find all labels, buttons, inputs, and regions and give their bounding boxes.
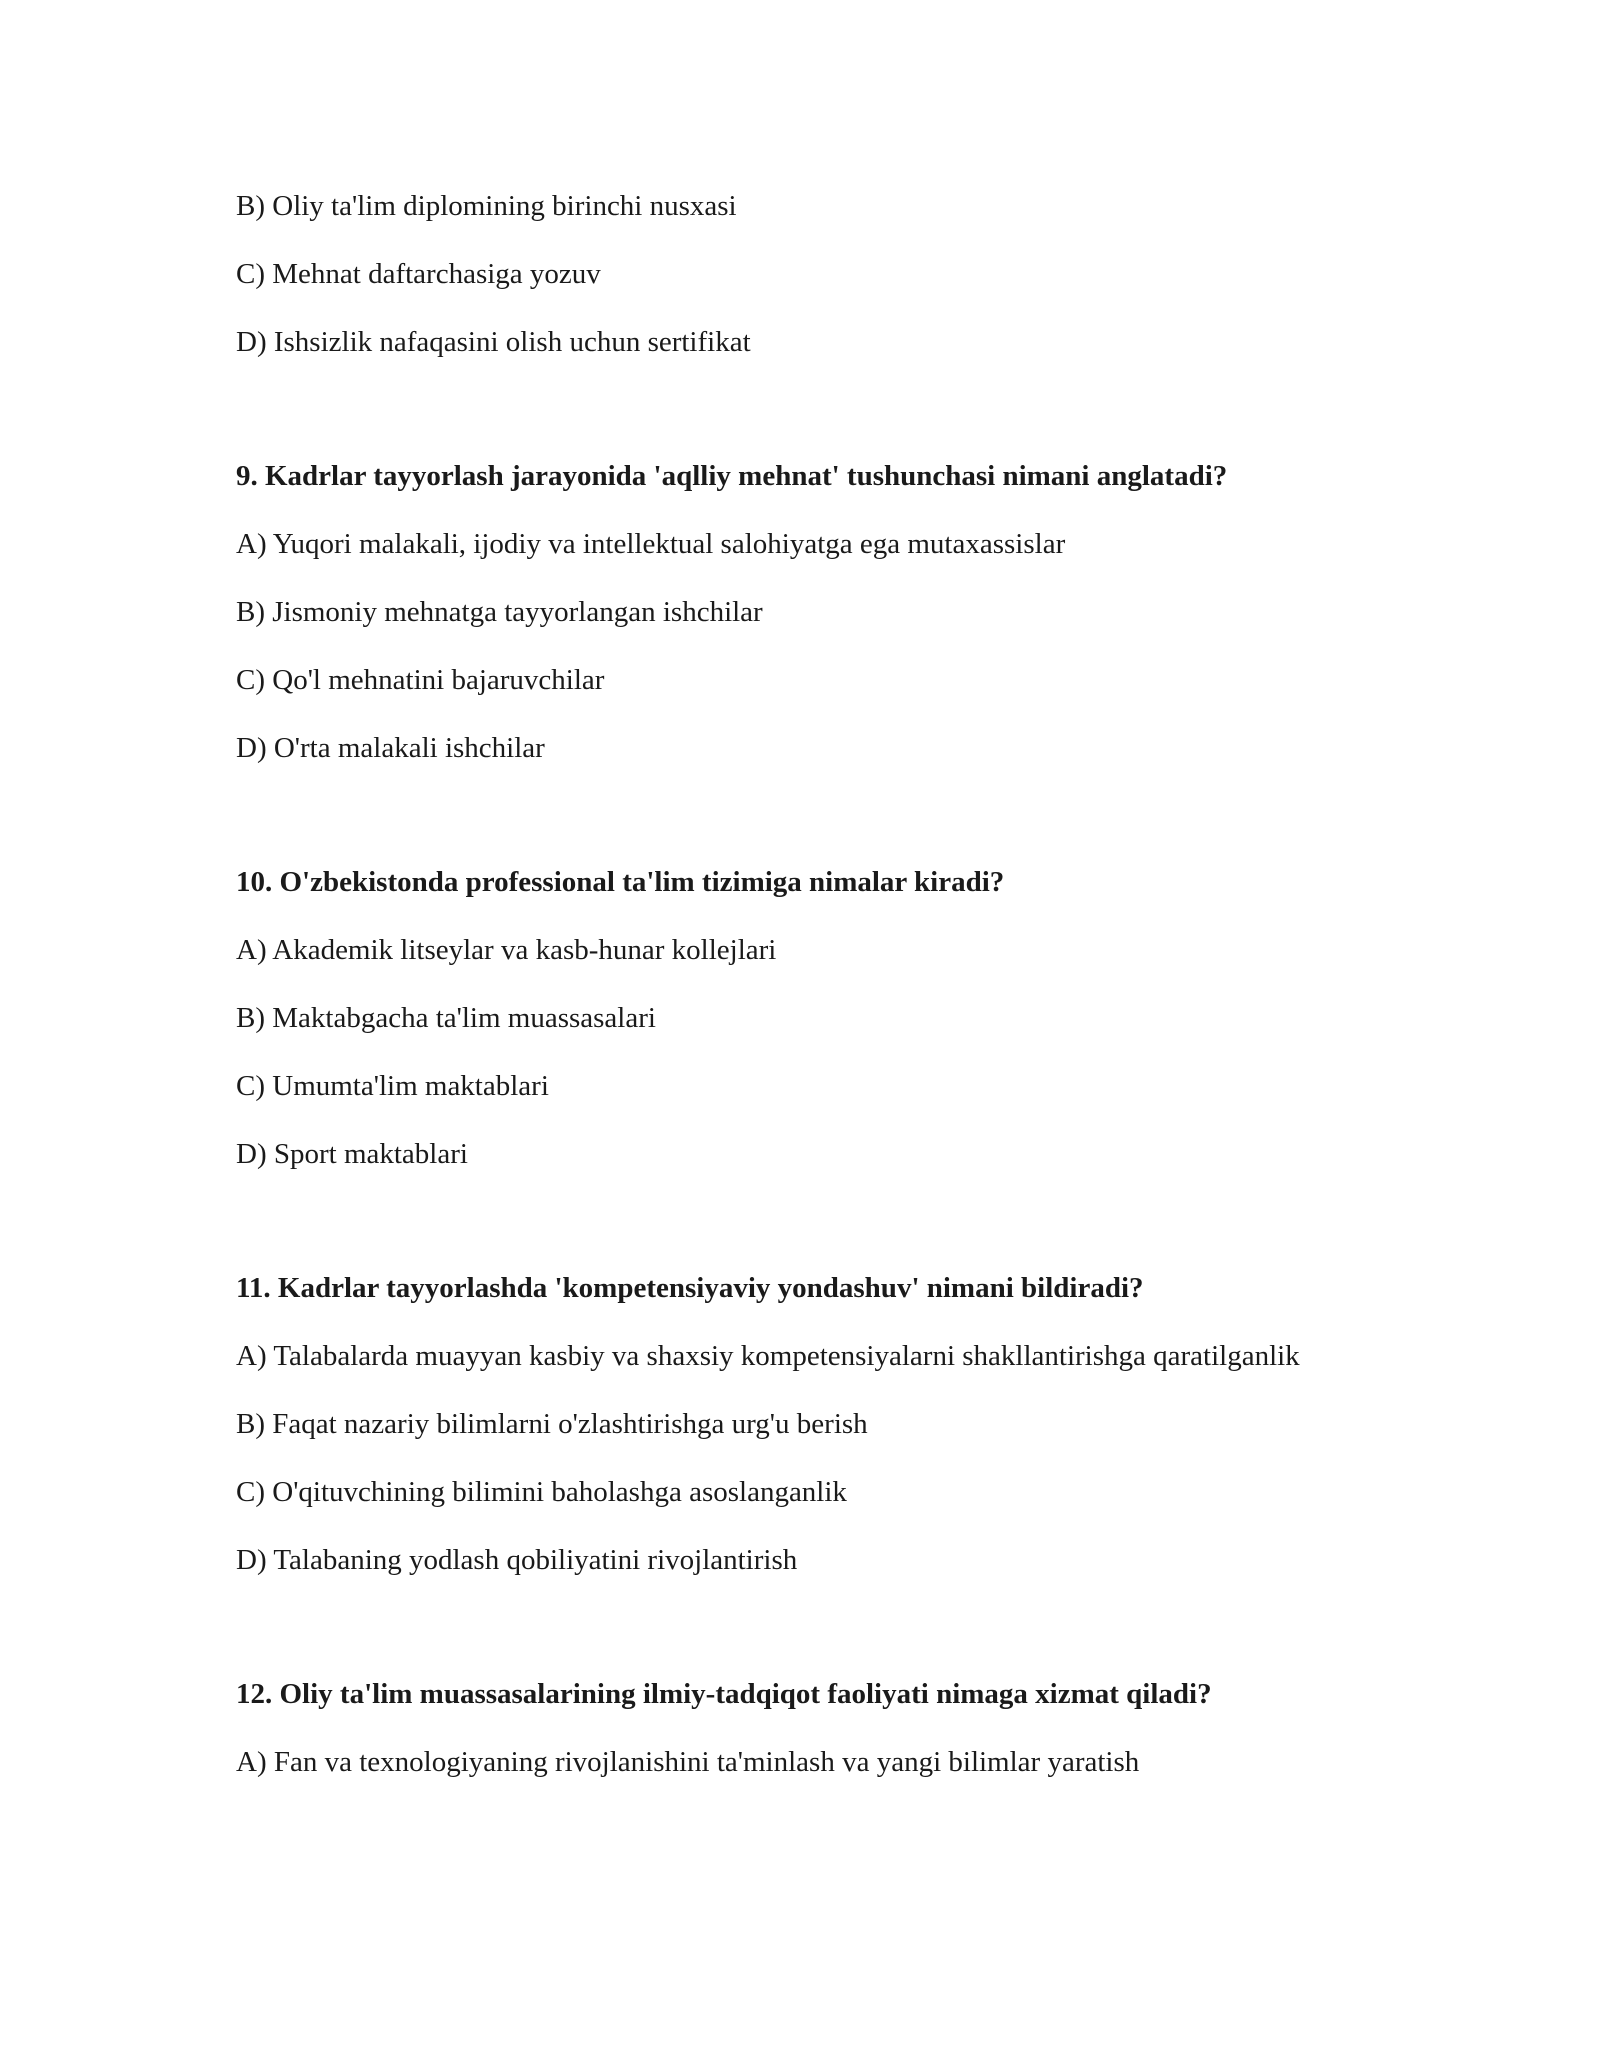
option-11d: D) Talabaning yodlash qobiliyatini rivojlantirish <box>236 1544 798 1576</box>
spacer <box>236 1202 1366 1268</box>
option-8c: C) Mehnat daftarchasiga yozuv <box>236 258 601 290</box>
option-10b: B) Maktabgacha ta'lim muassasalari <box>236 1002 656 1034</box>
spacer <box>236 1608 1366 1674</box>
option-11c: C) O'qituvchining bilimini baholashga asoslanganlik <box>236 1476 847 1508</box>
option-10a: A) Akademik litseylar va kasb-hunar kollejlari <box>236 934 777 966</box>
option-8d: D) Ishsizlik nafaqasini olish uchun sertifikat <box>236 326 751 358</box>
option-9a: A) Yuqori malakali, ijodiy va intellektual salohiyatga ega mutaxassislar <box>236 528 1066 560</box>
option-10d: D) Sport maktablari <box>236 1138 468 1170</box>
option-9d: D) O'rta malakali ishchilar <box>236 732 545 764</box>
option-9c: C) Qo'l mehnatini bajaruvchilar <box>236 664 605 696</box>
option-8b: B) Oliy ta'lim diplomining birinchi nusxasi <box>236 190 737 222</box>
option-11a: A) Talabalarda muayyan kasbiy va shaxsiy kompetensiyalarni shakllantirishga qaratilganlik <box>236 1340 1300 1372</box>
question-12-title: 12. Oliy ta'lim muassasalarining ilmiy-tadqiqot faoliyati nimaga xizmat qiladi? <box>236 1678 1212 1710</box>
option-10c: C) Umumta'lim maktablari <box>236 1070 549 1102</box>
option-9b: B) Jismoniy mehnatga tayyorlangan ishchilar <box>236 596 763 628</box>
option-12a: A) Fan va texnologiyaning rivojlanishini ta'minlash va yangi bilimlar yaratish <box>236 1746 1140 1778</box>
question-9-title: 9. Kadrlar tayyorlash jarayonida 'aqlliy mehnat' tushunchasi nimani anglatadi? <box>236 460 1228 492</box>
option-11b: B) Faqat nazariy bilimlarni o'zlashtirishga urg'u berish <box>236 1408 868 1440</box>
spacer <box>236 390 1366 456</box>
spacer <box>236 796 1366 862</box>
question-10-title: 10. O'zbekistonda professional ta'lim tizimiga nimalar kiradi? <box>236 866 1005 898</box>
question-11-title: 11. Kadrlar tayyorlashda 'kompetensiyaviy yondashuv' nimani bildiradi? <box>236 1272 1144 1304</box>
document-content <box>236 186 1366 1810</box>
